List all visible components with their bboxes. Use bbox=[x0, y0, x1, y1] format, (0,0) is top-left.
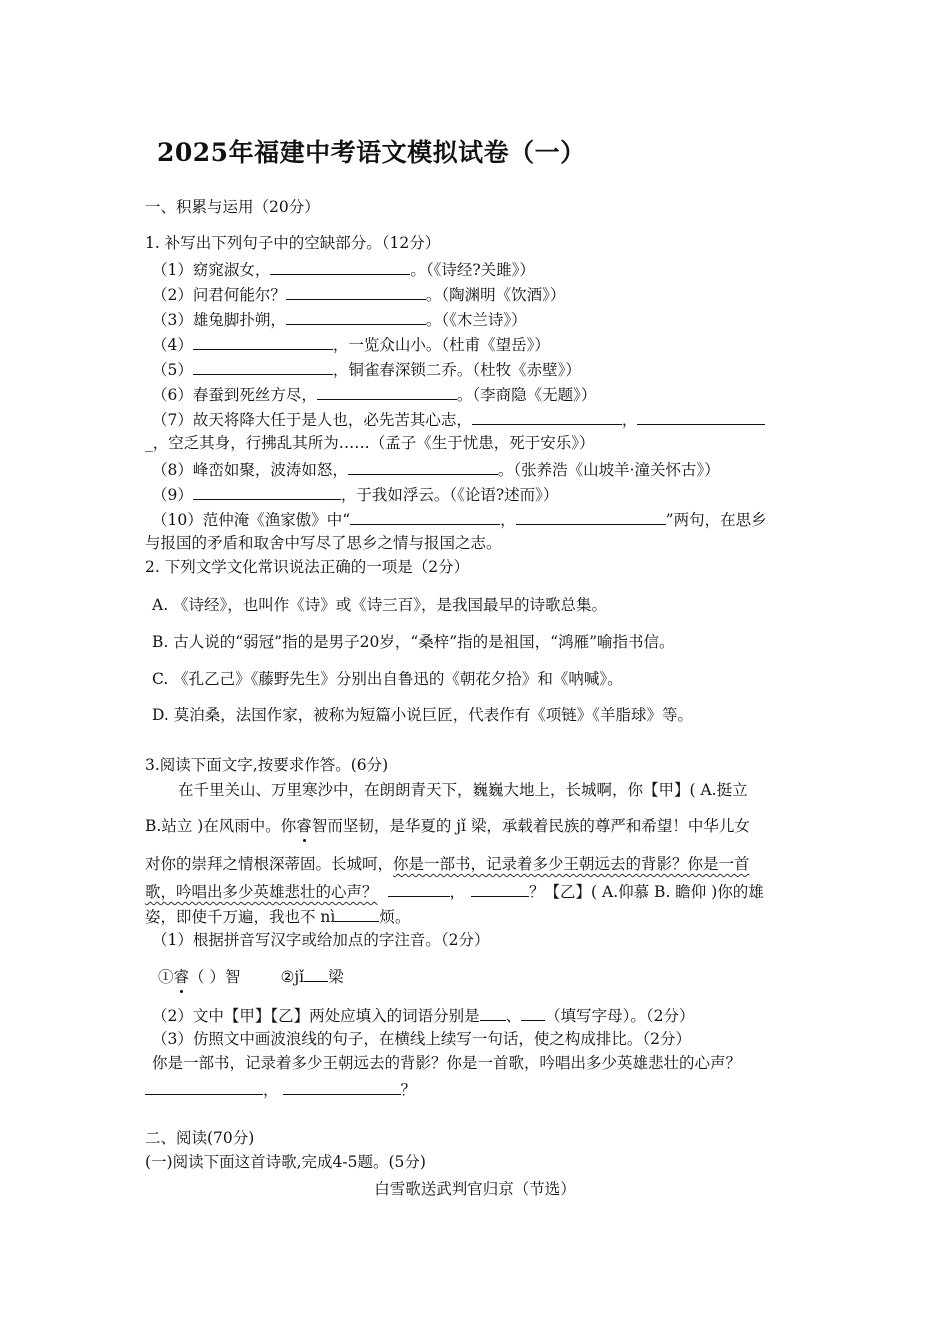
q1-item-3: （3）雄兔脚扑朔， 。（《木兰诗》） bbox=[152, 308, 527, 330]
q1-item-9: （9） ，于我如浮云。（《论语?述而》） bbox=[152, 483, 558, 505]
page-title: 2025年福建中考语文模拟试卷（一） bbox=[157, 138, 586, 167]
answer-blank[interactable] bbox=[286, 283, 426, 300]
q1-item-6: （6）春蚕到死丝方尽， 。（李商隐《无题》） bbox=[152, 383, 596, 405]
reading-part-1-stem: (一)阅读下面这首诗歌,完成4-5题。(5分) bbox=[145, 1153, 426, 1171]
wavy-underlined-text: 歌，吟唱出多少英雄悲壮的心声？ bbox=[145, 883, 378, 901]
poem-title: 白雪歌送武判官归京（节选） bbox=[374, 1180, 576, 1198]
q3-passage-line-4: 歌，吟唱出多少英雄悲壮的心声？ ， ？【乙】( A.仰慕 B. 瞻仰 )你的雄 bbox=[145, 880, 764, 902]
answer-blank[interactable] bbox=[472, 408, 622, 425]
q3-passage-line-3: 对你的崇拜之情根深蒂固。长城呵，你是一部书，记录着多少王朝远去的背影？你是一首 bbox=[145, 855, 750, 873]
answer-blank[interactable] bbox=[283, 1078, 401, 1095]
answer-blank[interactable] bbox=[193, 358, 333, 375]
q3-passage-line-5: 姿，即使千万遍，我也不 nì 烦。 bbox=[145, 905, 410, 927]
q3-sub-2: （2）文中【甲】【乙】两处应填入的词语分别是 、 （填写字母）。（2分） bbox=[152, 1004, 695, 1026]
q3-passage-line-2: B.站立 )在风雨中。你睿智而坚韧，是华夏的 jǐ 梁，承载着民族的尊严和希望！中华儿女 bbox=[145, 817, 750, 835]
q1-item-10-cont: 与报国的矛盾和取舍中写尽了思乡之情与报国之志。 bbox=[145, 534, 502, 552]
q2-option-b[interactable]: B. 古人说的“弱冠”指的是男子20岁，“桑梓”指的是祖国，“鸿雁”喻指书信。 bbox=[152, 633, 675, 651]
answer-blank[interactable] bbox=[304, 965, 328, 982]
answer-blank[interactable] bbox=[348, 458, 498, 475]
q1-item-7: （7）故天将降大任于是人也，必先苦其心志， ， bbox=[152, 408, 765, 430]
q1-item-10: （10）范仲淹《渔家傲》中“ ， ”两句，在思乡 bbox=[152, 508, 767, 530]
answer-blank[interactable] bbox=[335, 905, 379, 922]
q3-sub-3-text: 你是一部书，记录着多少王朝远去的背影？你是一首歌，吟唱出多少英雄悲壮的心声？ bbox=[152, 1054, 742, 1072]
answer-blank[interactable] bbox=[270, 258, 410, 275]
answer-blank[interactable] bbox=[521, 1004, 545, 1021]
section-heading-1: 一、积累与运用（20分） bbox=[145, 198, 320, 216]
answer-blank[interactable] bbox=[480, 1004, 506, 1021]
section-heading-2: 二、阅读(70分) bbox=[145, 1129, 255, 1147]
q3-sub-3-answer: ， ？ bbox=[145, 1078, 416, 1100]
q1-item-1: （1）窈窕淑女， 。（《诗经?关雎》） bbox=[152, 258, 535, 280]
q3-sub-1-items: ①睿（ ）智 ②jǐ 梁 bbox=[158, 965, 344, 987]
q2-option-a[interactable]: A. 《诗经》，也叫作《诗》或《诗三百》，是我国最早的诗歌总集。 bbox=[152, 596, 608, 614]
answer-blank[interactable] bbox=[193, 333, 333, 350]
answer-blank[interactable] bbox=[145, 1078, 263, 1095]
q1-item-5: （5） ，铜雀春深锁二乔。（杜牧《赤壁》） bbox=[152, 358, 581, 380]
q2-option-c[interactable]: C. 《孔乙己》《藤野先生》分别出自鲁迅的《朝花夕拾》和《呐喊》。 bbox=[152, 670, 623, 688]
q1-item-8: （8）峰峦如聚，波涛如怒， 。（张养浩《山坡羊·潼关怀古》） bbox=[152, 458, 720, 480]
wavy-underlined-text: 你是一部书，记录着多少王朝远去的背影？你是一首 bbox=[393, 855, 750, 873]
answer-blank[interactable] bbox=[193, 483, 341, 500]
answer-blank[interactable] bbox=[471, 880, 529, 897]
q3-sub-1: （1）根据拼音写汉字或给加点的字注音。（2分） bbox=[152, 931, 490, 949]
q1-item-7-cont: _，空乏其身，行拂乱其所为……（孟子《生于忧患，死于安乐》） bbox=[145, 434, 595, 452]
answer-blank[interactable] bbox=[286, 308, 426, 325]
answer-blank[interactable] bbox=[637, 408, 765, 425]
answer-blank[interactable] bbox=[350, 508, 500, 525]
answer-blank[interactable] bbox=[516, 508, 666, 525]
question-2-stem: 2. 下列文学文化常识说法正确的一项是（2分） bbox=[145, 558, 470, 576]
dotted-char: 睿 bbox=[296, 817, 312, 835]
question-3-stem: 3.阅读下面文字,按要求作答。(6分) bbox=[145, 756, 389, 774]
question-1-stem: 1. 补写出下列句子中的空缺部分。（12分） bbox=[145, 234, 441, 252]
answer-blank[interactable] bbox=[317, 383, 457, 400]
q3-passage-line-1: 在千里关山、万里寒沙中，在朗朗青天下，巍巍大地上，长城啊，你【甲】( A.挺立 bbox=[178, 781, 748, 799]
answer-blank[interactable] bbox=[388, 880, 450, 897]
q1-item-2: （2）问君何能尔？ 。（陶渊明《饮酒》） bbox=[152, 283, 565, 305]
q1-item-4: （4） ，一览众山小。（杜甫《望岳》） bbox=[152, 333, 550, 355]
q3-sub-3: （3）仿照文中画波浪线的句子，在横线上续写一句话，使之构成排比。（2分） bbox=[152, 1030, 691, 1048]
q2-option-d[interactable]: D. 莫泊桑，法国作家，被称为短篇小说巨匠，代表作有《项链》《羊脂球》等。 bbox=[152, 706, 693, 724]
dotted-char: 睿 bbox=[173, 968, 190, 986]
